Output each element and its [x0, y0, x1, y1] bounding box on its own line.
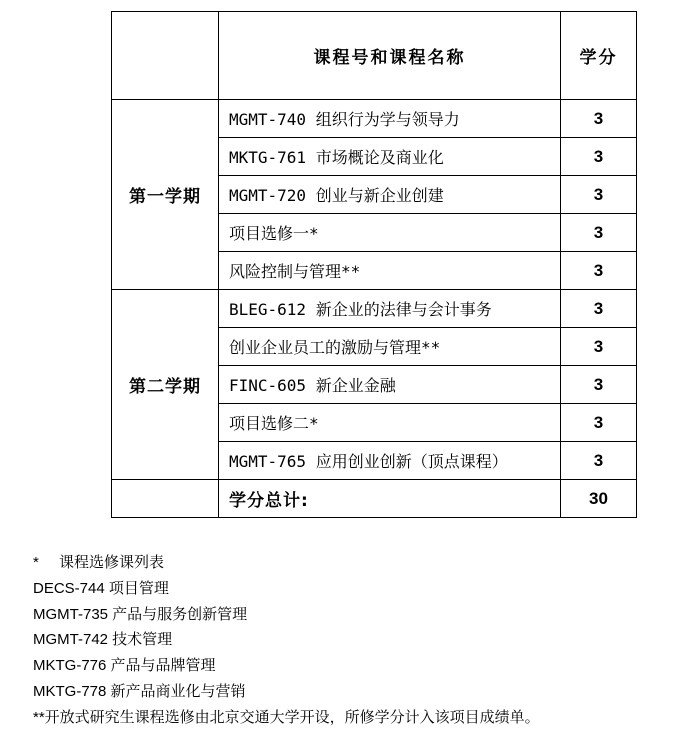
course-name: MGMT-740 组织行为学与领导力 [219, 100, 561, 138]
elective-item: MKTG-778 新产品商业化与营销 [33, 682, 246, 700]
elective-title-text: 课程选修课列表 [59, 554, 165, 571]
course-name: MGMT-720 创业与新企业创建 [219, 176, 561, 214]
course-credits: 3 [561, 252, 637, 290]
elective-item: MGMT-742 技术管理 [33, 631, 173, 649]
course-credits: 3 [561, 100, 637, 138]
course-credits: 3 [561, 214, 637, 252]
course-credits: 3 [561, 290, 637, 328]
course-credits: 3 [561, 442, 637, 480]
table-row [112, 290, 637, 328]
total-credits: 30 [561, 480, 637, 518]
course-name: 项目选修一* [219, 214, 561, 252]
elective-item: MKTG-776 产品与品牌管理 [33, 657, 216, 675]
elective-marker: * [33, 554, 39, 571]
course-name: BLEG-612 新企业的法律与会计事务 [219, 290, 561, 328]
course-credits: 3 [561, 404, 637, 442]
total-row [112, 480, 637, 518]
semester-1-label: 第一学期 [112, 100, 219, 290]
course-name: 风险控制与管理** [219, 252, 561, 290]
elective-list-title [33, 550, 683, 576]
header-empty-cell [112, 12, 219, 100]
course-table [111, 11, 637, 518]
table-row [112, 100, 637, 138]
course-name: MGMT-765 应用创业创新（顶点课程） [219, 442, 561, 480]
total-empty-cell [112, 480, 219, 518]
course-name: 创业企业员工的激励与管理** [219, 328, 561, 366]
footnote: **开放式研究生课程选修由北京交通大学开设，所修学分计入该项目成绩单。 [33, 708, 540, 726]
notes-section [33, 550, 683, 731]
semester-2-label: 第二学期 [112, 290, 219, 480]
elective-item: MGMT-735 产品与服务创新管理 [33, 605, 248, 623]
total-label: 学分总计: [219, 480, 561, 518]
course-credits: 3 [561, 138, 637, 176]
elective-item: DECS-744 项目管理 [33, 579, 169, 597]
course-name: MKTG-761 市场概论及商业化 [219, 138, 561, 176]
course-credits: 3 [561, 366, 637, 404]
table-header-row [112, 12, 637, 100]
course-credits: 3 [561, 176, 637, 214]
course-name: 项目选修二* [219, 404, 561, 442]
course-credits: 3 [561, 328, 637, 366]
header-credits: 学分 [561, 12, 637, 100]
course-name: FINC-605 新企业金融 [219, 366, 561, 404]
header-course-name: 课程号和课程名称 [219, 12, 561, 100]
